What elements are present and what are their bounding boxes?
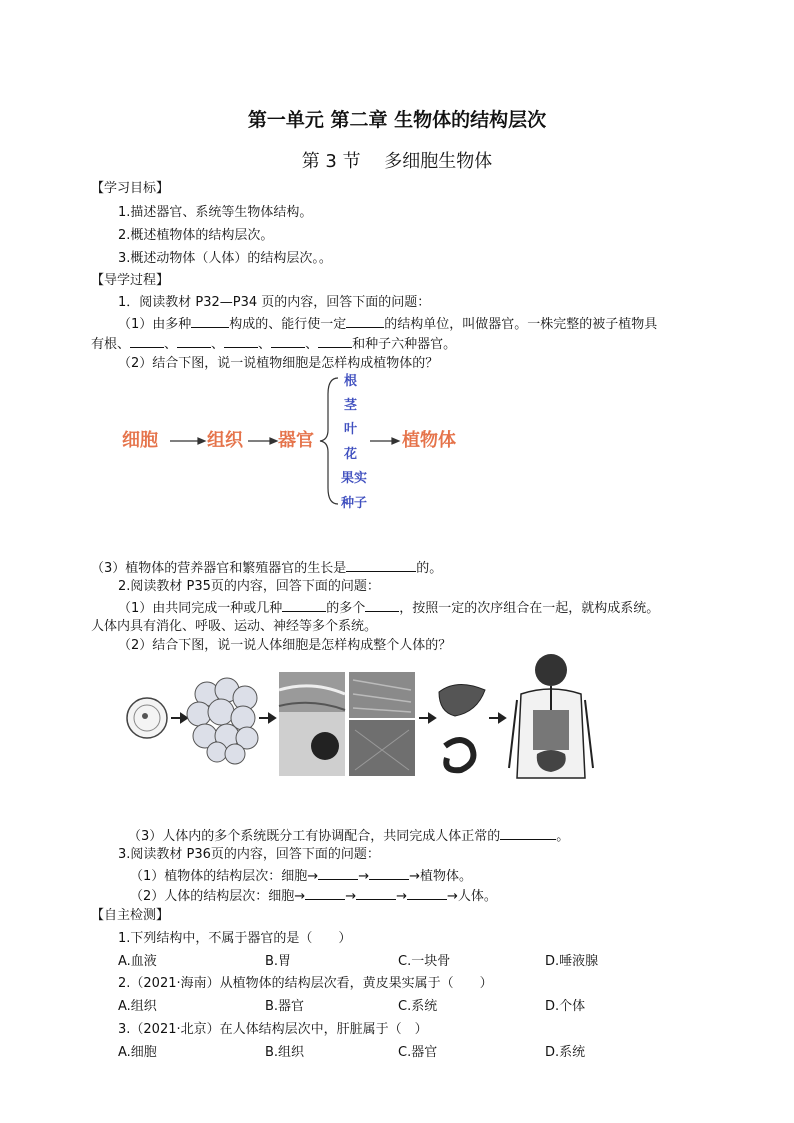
answer-blank[interactable]: [271, 334, 305, 348]
question-stem: 3.（2021·北京）在人体结构层次中，肝脏属于（ ）: [118, 1022, 428, 1037]
diagram-cell: 细胞: [122, 430, 158, 451]
answer-blank[interactable]: [407, 886, 447, 900]
answer-blank[interactable]: [224, 334, 258, 348]
page-title: 第一单元 第二章 生物体的结构层次: [247, 109, 547, 131]
question-3-intro: 3.阅读教材 P36页的内容，回答下面的问题：: [118, 847, 380, 862]
option-a[interactable]: A.血液: [118, 954, 157, 969]
organ-label: 果实: [341, 471, 368, 486]
answer-blank[interactable]: [130, 334, 164, 348]
option-b[interactable]: B.组织: [265, 1045, 305, 1060]
answer-blank[interactable]: [346, 314, 384, 328]
option-a[interactable]: A.细胞: [118, 1045, 157, 1060]
option-b[interactable]: B.胃: [265, 954, 292, 969]
option-c[interactable]: C.系统: [398, 999, 438, 1014]
answer-blank[interactable]: [305, 886, 345, 900]
question-1-1-line2: 有根、 、 、 、 、 和种子六种器官。: [91, 334, 456, 354]
question-stem: 1.下列结构中，不属于器官的是（ ）: [118, 931, 352, 946]
option-d[interactable]: D.唾液腺: [545, 954, 599, 969]
answer-blank[interactable]: [356, 886, 396, 900]
question-2-intro: 2.阅读教材 P35页的内容，回答下面的问题：: [118, 579, 380, 594]
option-d[interactable]: D.个体: [545, 999, 586, 1014]
question-2-2: （2）结合下图，说一说人体细胞是怎样构成整个人体的？: [118, 638, 452, 653]
answer-blank[interactable]: [346, 558, 416, 572]
option-d[interactable]: D.系统: [545, 1045, 586, 1060]
question-2-1-line2: 人体内具有消化、呼吸、运动、神经等多个系统。: [91, 619, 378, 634]
organ-label: 茎: [344, 398, 358, 413]
answer-blank[interactable]: [369, 866, 409, 880]
cell-cluster-image: [187, 678, 258, 764]
option-a[interactable]: A.组织: [118, 999, 157, 1014]
organ-label: 根: [344, 374, 358, 389]
organ-label: 叶: [344, 422, 358, 437]
answer-blank[interactable]: [365, 598, 399, 612]
diagram-organ: 器官: [278, 430, 314, 451]
human-body-image: [509, 654, 593, 778]
option-b[interactable]: B.器官: [265, 999, 305, 1014]
question-1-3: （3）植物体的营养器官和繁殖器官的生长是 的。: [91, 558, 442, 578]
question-1-intro: 1．阅读教材 P32—P34 页的内容，回答下面的问题：: [118, 295, 431, 310]
cell-image: [127, 698, 167, 738]
question-stem: 2.（2021·海南）从植物体的结构层次看，黄皮果实属于（ ）: [118, 976, 493, 991]
diagram-tissue: 组织: [207, 430, 243, 451]
self-check-heading: 【自主检测】: [91, 908, 170, 923]
answer-blank[interactable]: [318, 866, 358, 880]
section-title: 第 3 节 多细胞生物体: [301, 151, 493, 172]
process-heading: 【导学过程】: [91, 273, 170, 288]
answer-blank[interactable]: [318, 334, 352, 348]
objective-item: 3.概述动物体（人体）的结构层次。。: [118, 251, 332, 266]
answer-blank[interactable]: [500, 826, 556, 840]
diagram-plant: 植物体: [402, 430, 456, 451]
question-3-2: （2）人体的结构层次：细胞→ → → →人体。: [130, 886, 497, 906]
answer-blank[interactable]: [177, 334, 211, 348]
organ-images: [439, 684, 485, 770]
question-2-1: （1）由共同完成一种或几种 的多个 ，按照一定的次序组合在一起，就构成系统。: [118, 598, 659, 618]
objective-item: 2.概述植物体的结构层次。: [118, 228, 274, 243]
option-c[interactable]: C.器官: [398, 1045, 438, 1060]
tissue-image: [279, 672, 415, 776]
plant-diagram-arrows: [160, 372, 410, 522]
objective-item: 1.描述器官、系统等生物体结构。: [118, 205, 313, 220]
question-1-2: （2）结合下图，说一说植物细胞是怎样构成植物体的？: [118, 356, 439, 371]
answer-blank[interactable]: [282, 598, 326, 612]
brace: [320, 378, 338, 504]
organ-label: 花: [344, 447, 358, 462]
question-3-1: （1）植物体的结构层次：细胞→ → →植物体。: [130, 866, 472, 886]
question-1-1: （1）由多种 构成的、能行使一定 的结构单位，叫做器官。一株完整的被子植物具: [118, 314, 657, 334]
organ-label: 种子: [341, 496, 368, 511]
answer-blank[interactable]: [191, 314, 229, 328]
human-body-diagram: [125, 650, 595, 782]
objectives-heading: 【学习目标】: [91, 181, 170, 196]
option-c[interactable]: C.一块骨: [398, 954, 451, 969]
question-2-3: （3）人体内的多个系统既分工有协调配合，共同完成人体正常的 。: [128, 826, 569, 846]
